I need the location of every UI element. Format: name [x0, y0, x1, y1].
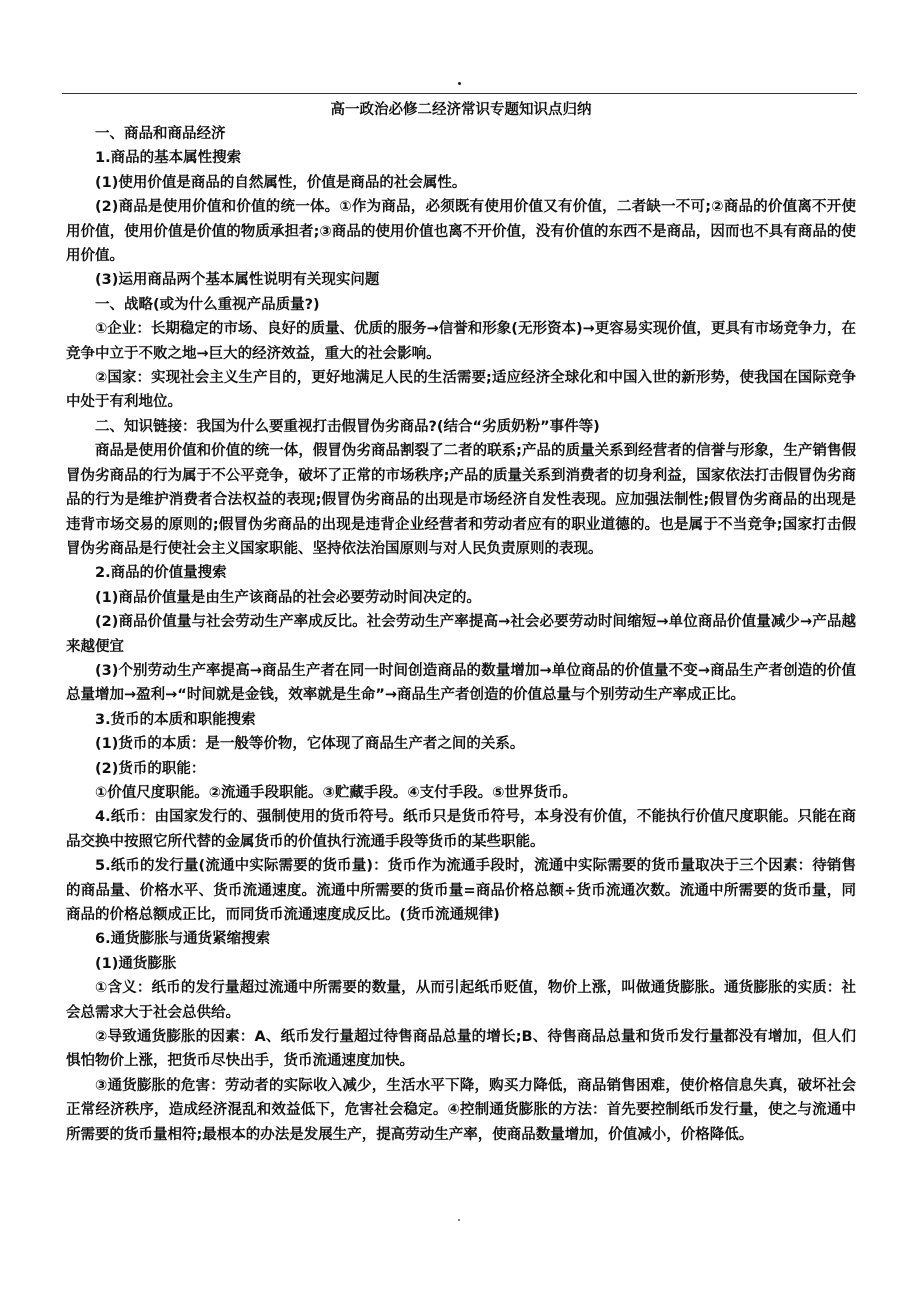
subsection-heading: 1.商品的基本属性搜索 — [95, 150, 242, 167]
document-body — [66, 98, 856, 1147]
paragraph: (2)商品是使用价值和价值的统一体。①作为商品，必须既有使用价值又有价值，二者缺一不可;②商品的价值离不开使用价值，使用价值是价值的物质承担者;③商品的使用价值也离不开价值，没有价值的东西不是商品，因而也不具有商品的使用价值。 — [66, 199, 856, 265]
paragraph: (1)货币的本质：是一般等价物，它体现了商品生产者之间的关系。 — [95, 736, 525, 753]
document-title: 高一政治必修二经济常识专题知识点归纳 — [330, 102, 592, 118]
subsection-heading: 3.货币的本质和职能搜索 — [95, 711, 256, 728]
paragraph: ③通货膨胀的危害：劳动者的实际收入减少，生活水平下降，购买力降低，商品销售困难，使价格信息失真，破坏社会正常经济秩序，造成经济混乱和效益低下，危害社会稳定。④控制通货膨胀的方法：首先要控制纸币发行量，使之与流通中所需要的货币量相符;最根本的办法是发展生产，提高劳动生产率，使商品数量增加，价值减小，价格降低。 — [66, 1077, 856, 1143]
paragraph: ①企业：长期稳定的市场、良好的质量、优质的服务→信誉和形象(无形资本)→更容易实现价值，更具有市场竞争力，在竞争中立于不败之地→巨大的经济效益，重大的社会影响。 — [66, 321, 856, 362]
subsection-heading: 6.通货膨胀与通货紧缩搜索 — [95, 931, 271, 948]
paragraph: (3)个别劳动生产率提高→商品生产者在同一时间创造商品的数量增加→单位商品的价值量不变→商品生产者创造的价值总量增加→盈利→“时间就是金钱，效率就是生命”→商品生产者创造的价值总量与个别劳动生产率成正比。 — [66, 662, 856, 704]
paragraph: 4.纸币：由国家发行的、强制使用的货币符号。纸币只是货币符号，本身没有价值，不能执行价值尺度职能。只能在商品交换中按照它所代替的金属货币的价值执行流通手段等货币的某些职能。 — [66, 809, 856, 850]
paragraph: 一、战略(或为什么重视产品质量?) — [95, 296, 320, 313]
header-dot — [458, 82, 461, 85]
paragraph: ②国家：实现社会主义生产目的，更好地满足人民的生活需要;适应经济全球化和中国入世的新形势，使我国在国际竞争中处于有利地位。 — [66, 370, 856, 411]
paragraph: (2)货币的职能： — [95, 760, 206, 777]
paragraph: (1)通货膨胀 — [95, 955, 177, 972]
paragraph: ①价值尺度职能。②流通手段职能。③贮藏手段。④支付手段。⑤世界货币。 — [95, 784, 577, 801]
paragraph: ②导致通货膨胀的因素：A、纸币发行量超过待售商品总量的增长;B、待售商品总量和货币发行量都没有增加，但人们惧怕物价上涨，把货币尽快出手，货币流通速度加快。 — [66, 1029, 856, 1070]
paragraph: (2)商品价值量与社会劳动生产率成反比。社会劳动生产率提高→社会必要劳动时间缩短→单位商品价值量减少→产品越来越便宜 — [66, 614, 856, 655]
paragraph: (1)商品价值量是由生产该商品的社会必要劳动时间决定的。 — [95, 589, 481, 606]
paragraph: 商品是使用价值和价值的统一体，假冒伪劣商品割裂了二者的联系;产品的质量关系到经营者的信誉与形象，生产销售假冒伪劣商品的行为属于不公平竞争，破坏了正常的市场秩序;产品的质量关系到消费者的切身利益，国家依法打击假冒伪劣商品的行为是维护消费者合法权益的表现;假冒伪劣商品的出现是市场经济自发性表现。应加强法制性;假冒伪劣商品的出现是违背市场交易的原则的;假冒伪劣商品的出现是违背企业经营者和劳动者应有的职业道德的。也是属于不当竞争;国家打击假冒伪劣商品是行使社会主义国家职能、坚持依法治国原则与对人民负责原则的表现。 — [66, 443, 856, 557]
paragraph: (3)运用商品两个基本属性说明有关现实问题 — [95, 272, 380, 289]
paragraph: (1)使用价值是商品的自然属性，价值是商品的社会属性。 — [95, 174, 467, 191]
paragraph: 5.纸币的发行量(流通中实际需要的货币量)：货币作为流通手段时，流通中实际需要的货币量取决于三个因素：待销售的商品量、价格水平、货币流通速度。流通中所需要的货币量=商品价格总额÷货币流通次数。流通中所需要的货币量，同商品的价格总额成正比，而同货币流通速度成反比。(货币流通规律) — [66, 858, 856, 923]
footer-dot — [458, 1219, 460, 1221]
section-heading: 一、商品和商品经济 — [95, 126, 226, 142]
paragraph: ①含义：纸币的发行量超过流通中所需要的数量，从而引起纸币贬值，物价上涨，叫做通货膨胀。通货膨胀的实质：社会总需求大于社会总供给。 — [66, 980, 856, 1021]
paragraph: 二、知识链接：我国为什么要重视打击假冒伪劣商品?(结合“劣质奶粉”事件等) — [95, 418, 600, 435]
header-rule — [62, 93, 857, 94]
subsection-heading: 2.商品的价值量搜索 — [95, 565, 227, 582]
